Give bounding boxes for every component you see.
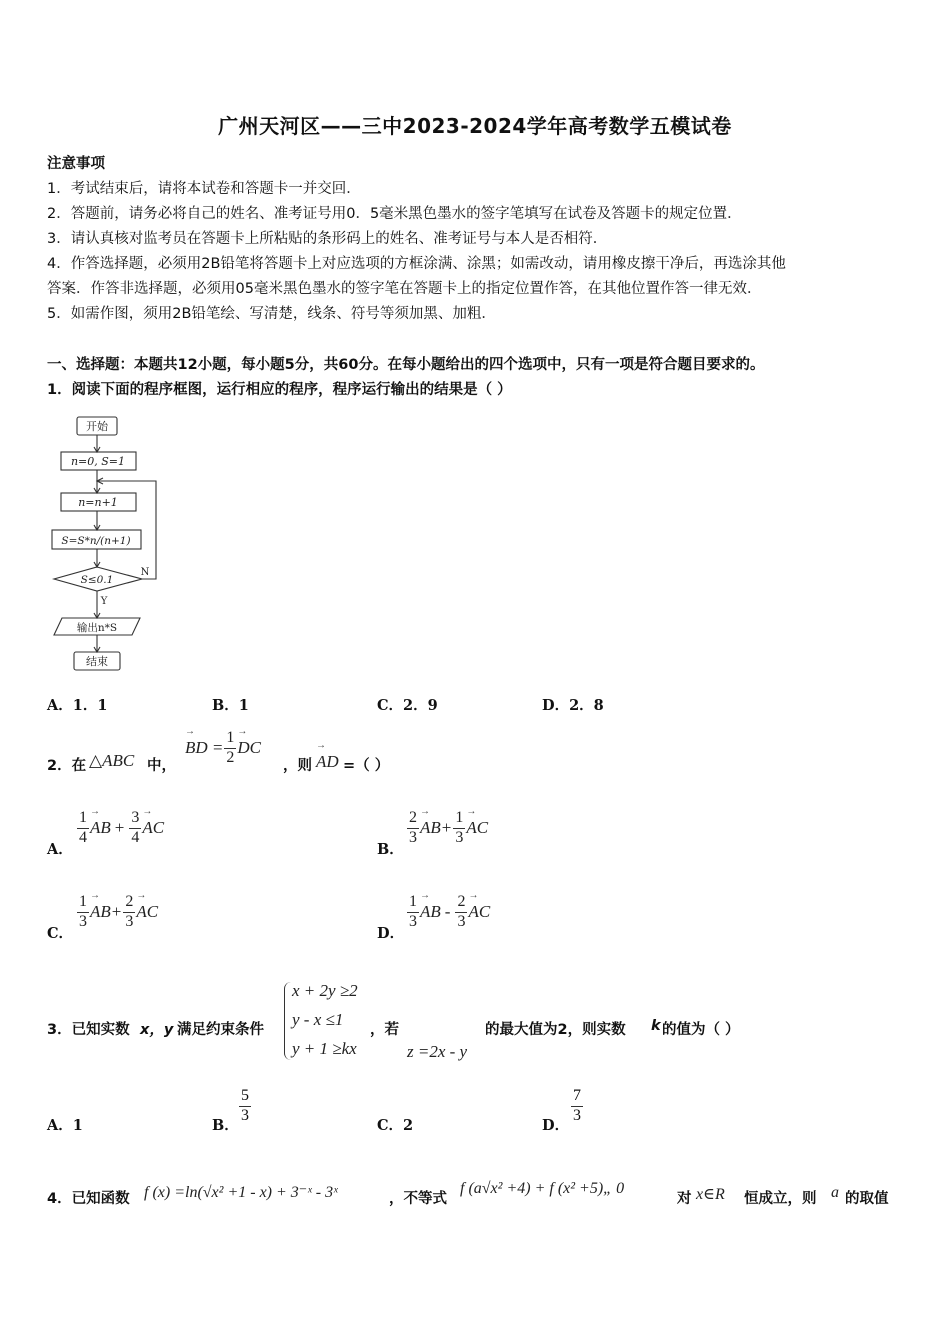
flowchart: [48, 412, 178, 674]
q3-option-d-frac: [570, 1088, 584, 1125]
q3-d-num: 7: [571, 1088, 583, 1107]
q2-c-c1-den: 3: [79, 912, 87, 930]
q2-d-c1-den: 3: [409, 912, 417, 930]
q2-d-vec-ac: → AC: [468, 902, 490, 922]
q3-option-b-frac: [238, 1088, 252, 1125]
q2-a-c2-den: 4: [131, 828, 140, 846]
q3-constraint-3: y + 1 ≥kx: [292, 1039, 357, 1058]
q3-option-c: C．2: [377, 1117, 414, 1134]
q2-b-c2-num: 1: [453, 810, 465, 829]
q2-a-c1-num: 1: [77, 810, 89, 829]
q2-c-vec-ac: → AC: [136, 902, 158, 922]
q3-constraint-2: y - x ≤1: [292, 1010, 344, 1029]
q2-a-c1-den: 4: [79, 828, 87, 846]
q2-option-b-expr: [406, 810, 488, 847]
q2-vec-dc: → DC: [237, 738, 261, 758]
q2-d-c2-den: 3: [457, 912, 466, 930]
notice-item-3: 3．请认真核对监考员在答题卡上所粘贴的条形码上的姓名、准考证号与本人是否相符．: [47, 231, 608, 247]
q2-condition: [185, 730, 261, 767]
q2-vec-bd: → BD =: [185, 738, 223, 758]
q3-stem-a: 3．已知实数: [47, 1022, 130, 1038]
q2-d-vec-ab: → AB: [420, 902, 441, 922]
q2-c-vec-ab: → AB: [90, 902, 111, 922]
q3-stem-c: 的最大值为2，则实数: [485, 1022, 626, 1038]
flow-step2-label: S=S*n/(n+1): [61, 535, 131, 547]
q2-option-a-label: A．: [47, 841, 73, 858]
q2-b-c1-den: 3: [409, 828, 417, 846]
q2-b-c1-num: 2: [407, 810, 419, 829]
q2-a-vec-ac: → AC: [142, 818, 164, 838]
q3-b-den: 3: [241, 1106, 249, 1124]
q3-option-d-label: D．: [542, 1117, 570, 1134]
notice-item-1: 1．考试结束后，请将本试卷和答题卡一并交回．: [47, 181, 361, 197]
q1-option-d: D．2．8: [542, 697, 604, 714]
q3-option-a: A．1: [47, 1117, 83, 1134]
q3-stem-b: 满足约束条件: [177, 1022, 264, 1038]
q2-cond-den: 2: [226, 748, 235, 766]
q2-b-c2-den: 3: [455, 828, 464, 846]
q3-brace: [284, 982, 291, 1060]
q4-stem-a: 4．已知函数: [47, 1191, 130, 1207]
notice-item-4-cont: 答案．作答非选择题，必须用05毫米黑色墨水的签字笔在答题卡上的指定位置作答，在其他位置作答一律无效．: [47, 281, 762, 297]
q2-tail: =（ ）: [343, 758, 390, 774]
q2-c-op: +: [111, 902, 122, 922]
q3-b-num: 5: [239, 1088, 251, 1107]
q2-d-c2-num: 2: [455, 894, 467, 913]
q3-stem-d: 的值为（ ）: [662, 1022, 740, 1038]
flow-step1-label: n=n+1: [78, 496, 118, 509]
section-heading: 一、选择题：本题共12小题，每小题5分，共60分。在每小题给出的四个选项中，只有一项是符合题目要求的。: [47, 357, 765, 373]
q4-a: a: [831, 1184, 839, 1201]
q2-cond-num: 1: [224, 730, 236, 749]
q3-constraint-1: x + 2y ≥2: [292, 981, 358, 1000]
q3-option-b-label: B．: [212, 1117, 239, 1134]
flow-yes-label: Y: [100, 596, 108, 607]
q1-option-b: B．1: [212, 697, 249, 714]
q4-stem-d: 恒成立，则: [744, 1191, 817, 1207]
q2-option-d-expr: [406, 894, 490, 931]
page-title: 广州天河区——三中2023-2024学年高考数学五模试卷: [218, 114, 732, 138]
q3-d-den: 3: [573, 1106, 581, 1124]
q3-vars: x，y: [140, 1022, 174, 1038]
flow-start-label: 开始: [86, 420, 108, 433]
q4-stem-e: 的取值: [845, 1191, 889, 1207]
q2-vec-ad: → AD: [316, 752, 339, 772]
q3-objective: z =2x - y: [407, 1042, 468, 1061]
q2-a-vec-ab: → AB: [90, 818, 111, 838]
q2-b-op: +: [441, 818, 452, 838]
q2-option-c-label: C．: [47, 925, 74, 942]
q2-c-c2-den: 3: [125, 912, 134, 930]
flow-init-label: n=0, S=1: [70, 455, 126, 468]
notice-item-2: 2．答题前，请务必将自己的姓名、准考证号用0．5毫米黑色墨水的签字笔填写在试卷及答题卡的规定位置．: [47, 206, 742, 222]
notice-item-4: 4．作答选择题，必须用2B铅笔将答题卡上对应选项的方框涂满、涂黑；如需改动，请用橡皮擦干净后，再选涂其他: [47, 256, 786, 272]
q2-option-b-label: B．: [377, 841, 404, 858]
q2-prefix: 2．在: [47, 758, 87, 774]
q2-option-d-label: D．: [377, 925, 405, 942]
q2-d-c1-num: 1: [407, 894, 419, 913]
flow-output-label: 输出n*S: [76, 622, 118, 634]
q1-option-a: A．1．1: [47, 697, 108, 714]
q2-c-c1-num: 1: [77, 894, 89, 913]
q4-domain: x∈R: [696, 1186, 725, 1203]
q3-if: ，若: [370, 1022, 399, 1038]
q2-option-c-expr: [76, 894, 158, 931]
notice-heading: 注意事项: [47, 156, 105, 172]
q2-option-a-expr: [76, 810, 164, 847]
q4-stem-c: 对: [677, 1191, 692, 1207]
q3-k: k: [651, 1018, 661, 1034]
q2-a-op: +: [114, 818, 125, 838]
q2-a-c2-num: 3: [129, 810, 141, 829]
q4-stem-b: ，不等式: [389, 1191, 447, 1207]
q2-mid: 中，: [147, 758, 176, 774]
q2-target: [316, 752, 339, 772]
q1-stem: 1．阅读下面的程序框图，运行相应的程序，程序运行输出的结果是（ ）: [47, 382, 512, 398]
flow-no-label: N: [140, 567, 150, 578]
q2-b-vec-ac: → AC: [466, 818, 488, 838]
q2-c-c2-num: 2: [123, 894, 135, 913]
flow-end-label: 结束: [86, 655, 108, 668]
q1-option-c: C．2．9: [377, 697, 438, 714]
q4-function: f (x) =ln(√x² +1 - x) + 3⁻ˣ - 3ˣ: [144, 1184, 338, 1201]
q2-d-op: -: [444, 902, 451, 922]
flow-cond-label: S≤0.1: [80, 574, 114, 586]
q2-then: ，则: [283, 758, 312, 774]
q4-inequality: f (a√x² +4) + f (x² +5)„ 0: [460, 1180, 625, 1197]
q2-triangle: △ABC: [89, 751, 135, 770]
notice-item-5: 5．如需作图，须用2B铅笔绘、写清楚，线条、符号等须加黑、加粗．: [47, 306, 496, 322]
q2-b-vec-ab: → AB: [420, 818, 441, 838]
